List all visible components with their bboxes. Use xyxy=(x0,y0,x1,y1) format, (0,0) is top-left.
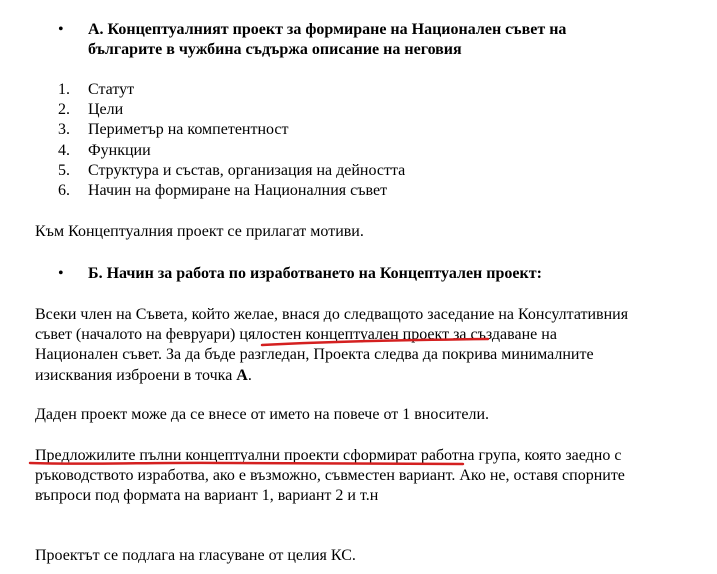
list-number: 1. xyxy=(58,81,70,98)
list-text: Структура и състав, организация на дейността xyxy=(88,161,406,179)
paragraph-text: . xyxy=(247,366,252,384)
multiple-submitters-paragraph xyxy=(35,405,705,425)
motives-text: Към Концептуалния проект се прилагат мотиви. xyxy=(35,223,364,240)
paragraph-line: Проектът се подлага на гласуване от целия КС. xyxy=(35,547,356,564)
paragraph-line: Даден проект може да се внесе от името на повече от 1 вносители. xyxy=(35,406,490,423)
bullet-icon: • xyxy=(58,21,64,38)
section-b-heading-text: Б. Начин за работа по изработването на Концептуален проект: xyxy=(88,265,542,282)
list-number: 2. xyxy=(58,101,70,119)
list-number: 4. xyxy=(58,141,70,159)
submission-paragraph xyxy=(35,305,705,386)
section-a-heading-line: А. Концептуалният проект за формиране на Национален съвет на xyxy=(88,21,567,38)
paragraph-line: ръководството изработва, ако е възможно, съвместен вариант. Ако не, оставя спорните xyxy=(35,467,625,485)
voting-paragraph xyxy=(35,546,705,566)
paragraph-line: съвет (началото на февруари) цялостен концептуален проект за създаване на xyxy=(35,326,557,344)
list-number: 5. xyxy=(58,161,70,179)
list-text: Периметър на компетентност xyxy=(88,121,289,139)
list-number: 3. xyxy=(58,121,70,139)
list-text: Цели xyxy=(88,101,124,119)
paragraph-line: въпроси под формата на вариант 1, вариант 2 и т.н xyxy=(35,487,379,505)
paragraph-line: Национален съвет. За да бъде разгледан, Проекта следва да покрива минималните xyxy=(35,346,594,364)
paragraph-line xyxy=(35,366,705,386)
bullet-icon: • xyxy=(58,265,64,282)
paragraph-line: Всеки член на Съвета, който желае, внася до следващото заседание на Консултативния xyxy=(35,306,629,323)
point-reference: А xyxy=(236,366,248,384)
motives-paragraph xyxy=(35,222,705,242)
list-text: Статут xyxy=(88,81,135,98)
list-text: Функции xyxy=(88,141,151,159)
paragraph-line: Предложилите пълни концептуални проекти сформират работна група, която заедно с xyxy=(35,447,622,464)
list-text: Начин на формиране на Националния съвет xyxy=(88,181,388,199)
section-a-heading-line: българите в чужбина съдържа описание на неговия xyxy=(88,41,462,59)
paragraph-text: изисквания изброени в точка xyxy=(35,366,237,384)
list-number: 6. xyxy=(58,181,70,199)
working-group-paragraph xyxy=(35,446,705,507)
